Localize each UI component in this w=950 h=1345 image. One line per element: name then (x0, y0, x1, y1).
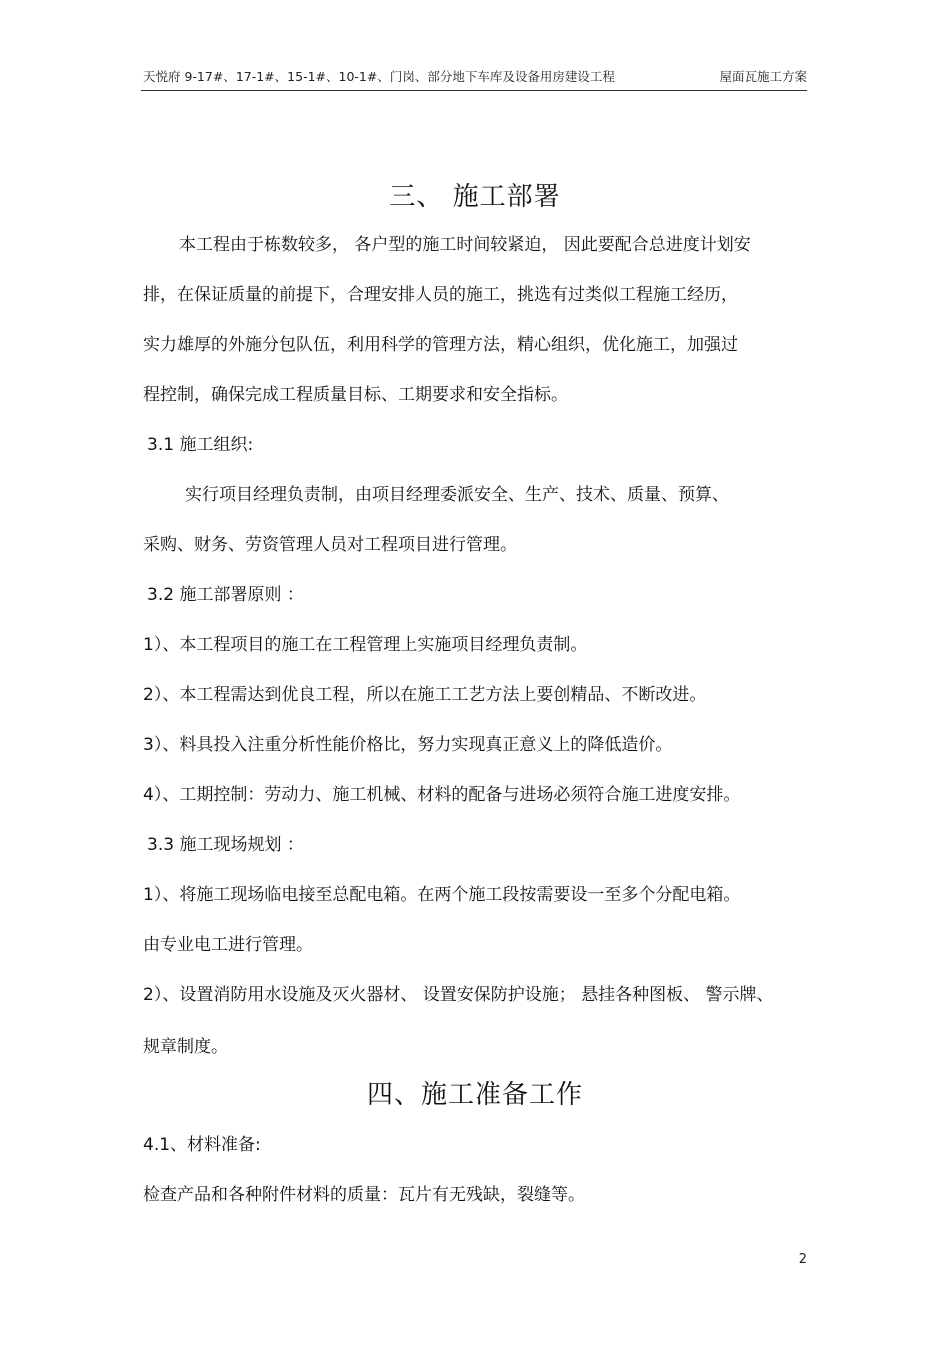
section3-heading: 三、 施工部署 (389, 182, 561, 212)
subsection-4-1-body: 检查产品和各种附件材料的质量：瓦片有无残缺，裂缝等。 (143, 1185, 585, 1205)
principle-item-3: 3）、料具投入注重分析性能价格比，努力实现真正意义上的降低造价。 (143, 735, 673, 755)
subsection-3-1-line-1: 实行项目经理负责制，由项目经理委派安全、生产、技术、质量、预算、 (185, 485, 729, 505)
header-project-title: 天悦府 9-17#、17-1#、15-1#、10-1#、门岗、部分地下车库及设备用房建设工程 (143, 69, 615, 84)
principle-item-2: 2）、本工程需达到优良工程，所以在施工工艺方法上要创精品、不断改进。 (143, 685, 707, 705)
site-plan-line-2: 由专业电工进行管理。 (143, 935, 313, 955)
section3-intro-line-2: 排，在保证质量的前提下，合理安排人员的施工，挑选有过类似工程施工经历， (143, 285, 738, 305)
subsection-4-1-title: 4.1、材料准备: (143, 1135, 261, 1155)
site-plan-line-3: 2）、设置消防用水设施及灭火器材、 设置安保防护设施； 悬挂各种图板、 警示牌、 (143, 985, 774, 1005)
section4-heading: 四、施工准备工作 (366, 1080, 583, 1110)
page-number: 2 (798, 1252, 807, 1267)
header-document-title: 屋面瓦施工方案 (719, 69, 807, 84)
subsection-3-2-title: 3.2 施工部署原则 ： (147, 585, 304, 605)
subsection-3-1-title: 3.1 施工组织: (147, 435, 254, 455)
site-plan-line-4: 规章制度。 (143, 1037, 228, 1057)
section3-intro-line-1: 本工程由于栋数较多， 各户型的施工时间较紧迫， 因此要配合总进度计划安 (179, 235, 751, 255)
principle-item-1: 1）、本工程项目的施工在工程管理上实施项目经理负责制。 (143, 635, 588, 655)
section3-intro-line-4: 程控制，确保完成工程质量目标、工期要求和安全指标。 (143, 385, 568, 405)
header-divider (141, 90, 807, 91)
site-plan-line-1: 1）、将施工现场临电接至总配电箱。在两个施工段按需要设一至多个分配电箱。 (143, 885, 741, 905)
subsection-3-1-line-2: 采购、财务、劳资管理人员对工程项目进行管理。 (143, 535, 517, 555)
subsection-3-3-title: 3.3 施工现场规划 ： (147, 835, 304, 855)
section3-intro-line-3: 实力雄厚的外施分包队伍，利用科学的管理方法，精心组织，优化施工，加强过 (143, 335, 738, 355)
principle-item-4: 4）、工期控制：劳动力、施工机械、材料的配备与进场必须符合施工进度安排。 (143, 785, 741, 805)
